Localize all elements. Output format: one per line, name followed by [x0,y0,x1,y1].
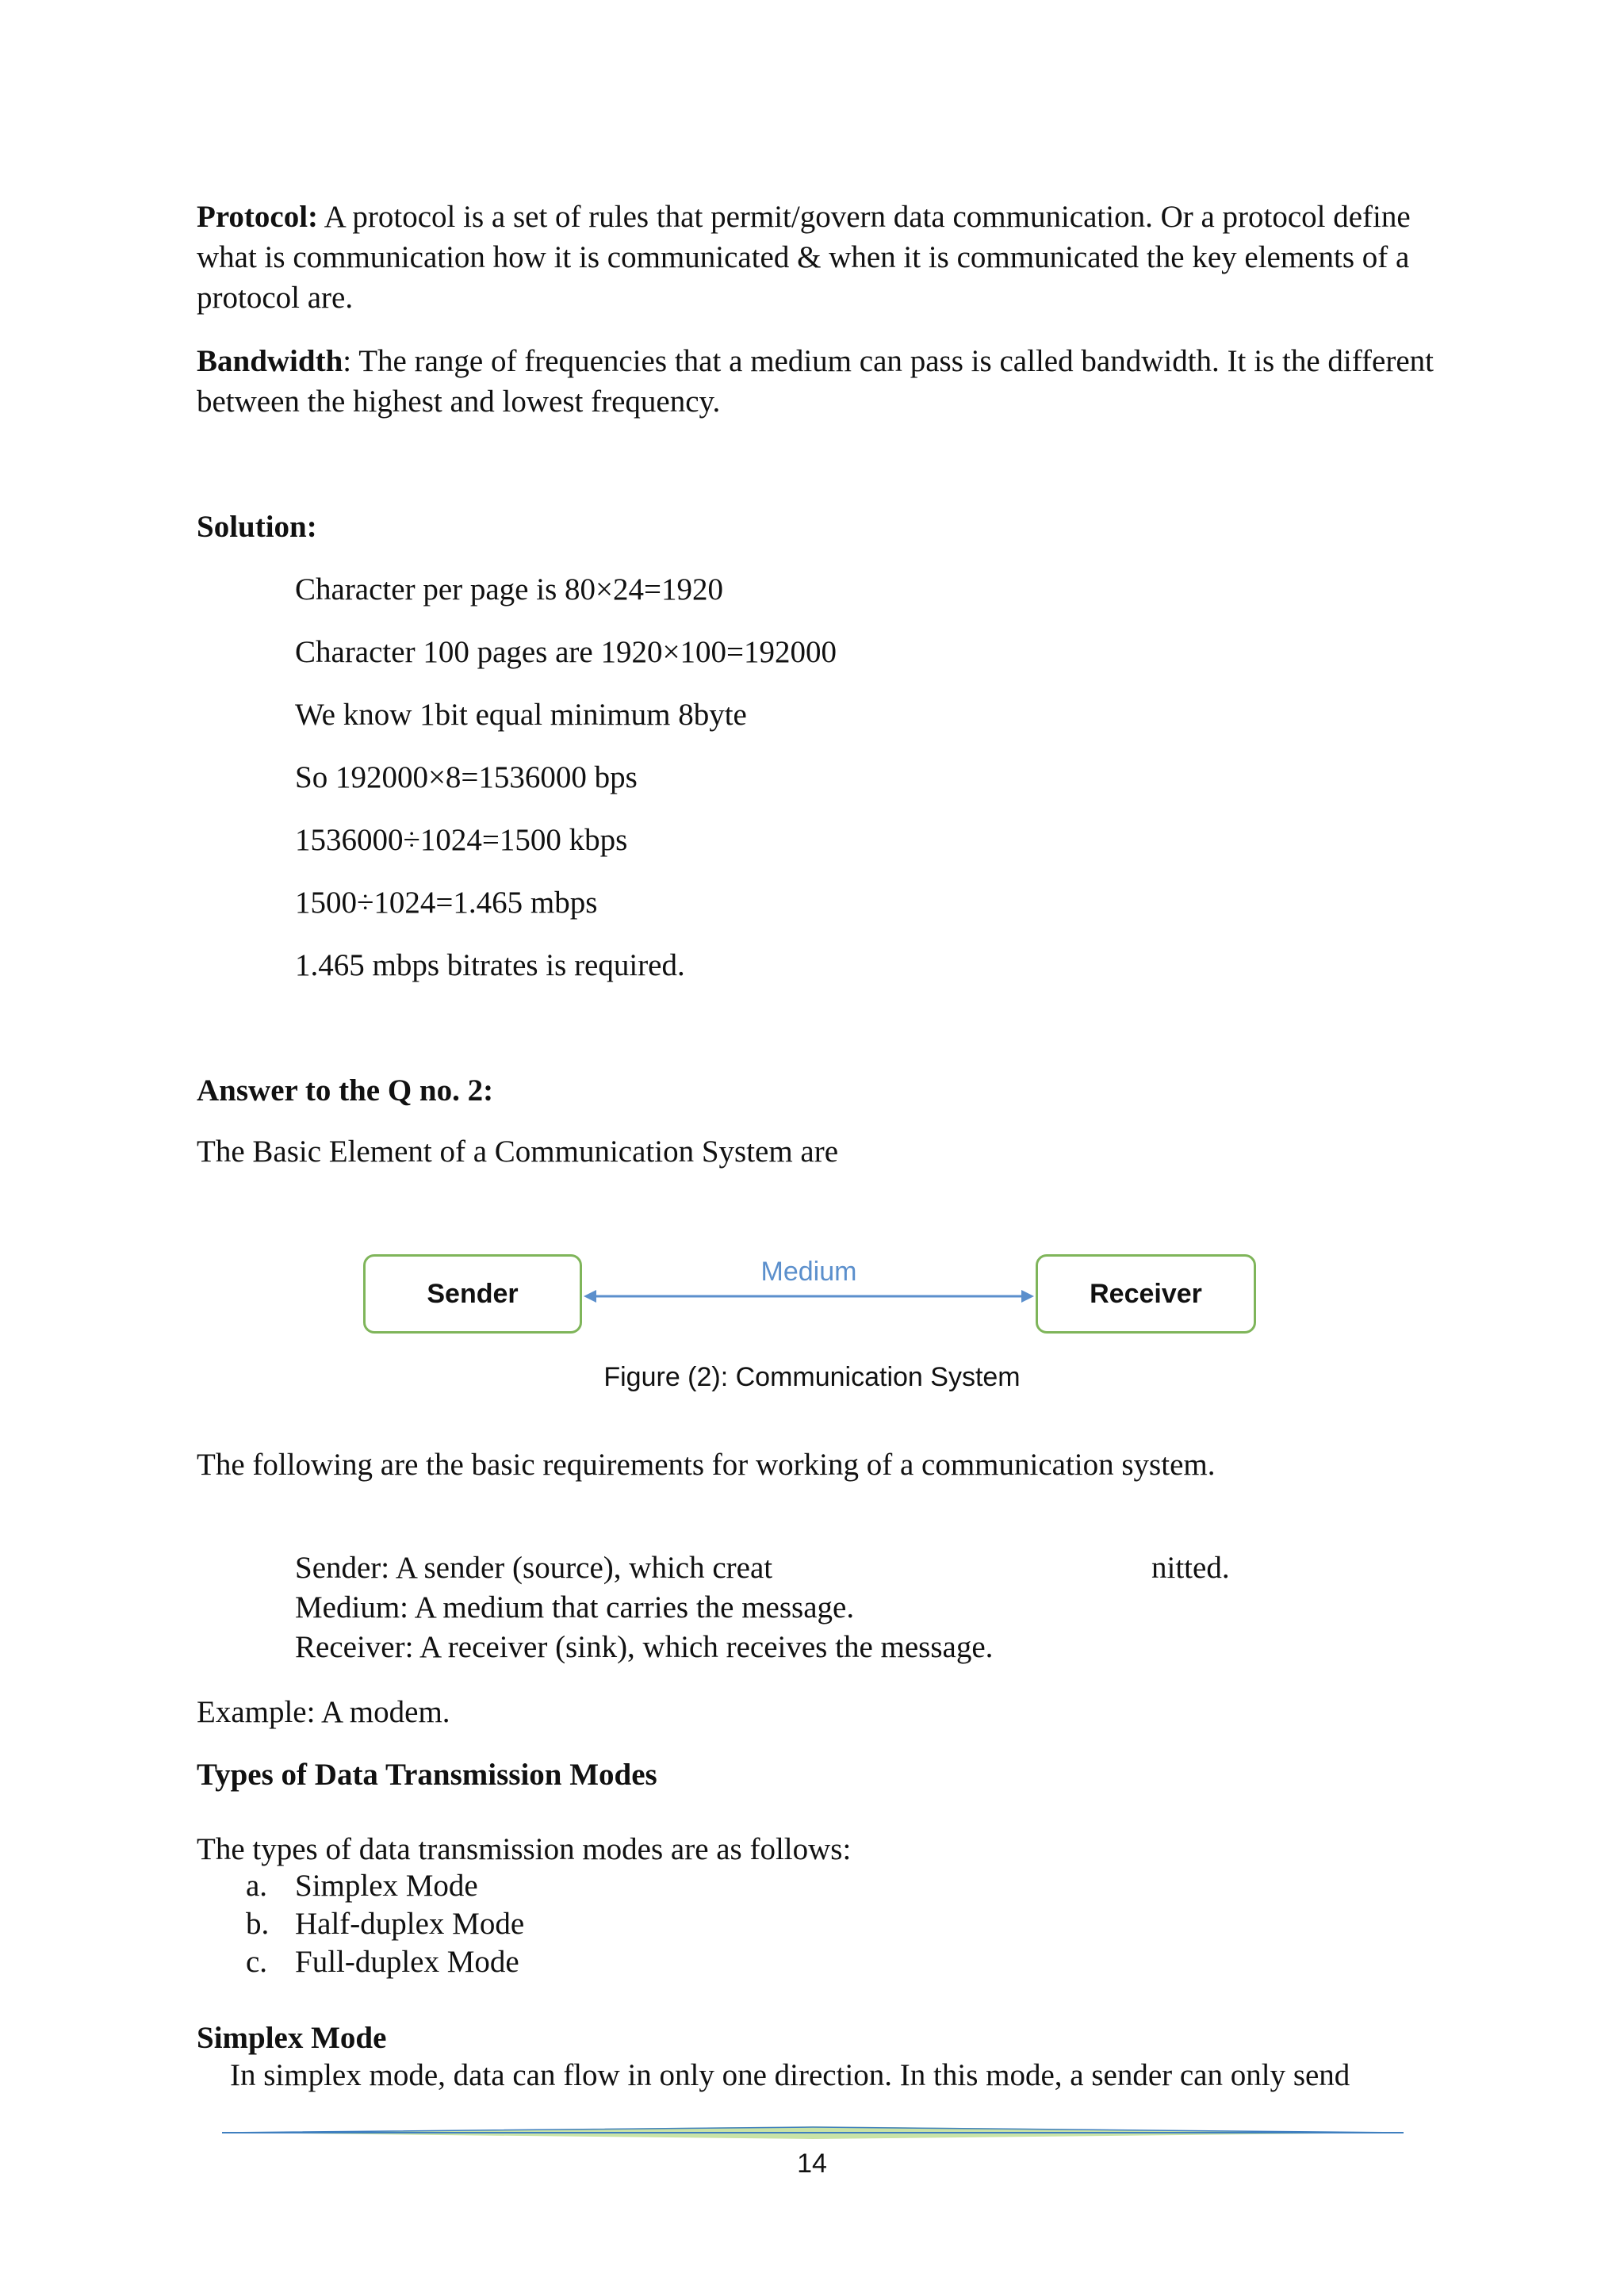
receiver-requirement: Receiver: A receiver (sink), which receives the message. [295,1630,994,1664]
list-label: Half-duplex Mode [295,1907,525,1941]
medium-arrow [582,1284,1036,1308]
simplex-text: In simplex mode, data can flow in only one direction. In this mode, a sender can only send [230,2058,1350,2092]
protocol-paragraph [197,197,1434,318]
bandwidth-definition: : The range of frequencies that a medium can pass is called bandwidth. It is the different between the highest and lowest frequency. [197,344,1434,419]
solution-line: Character per page is 80×24=1920 [295,572,723,607]
list-item [0,1905,1624,1943]
medium-requirement: Medium: A medium that carries the message. [295,1590,855,1624]
modes-intro: The types of data transmission modes are as follows: [197,1832,852,1866]
requirements-intro: The following are the basic requirements for working of a communication system. [197,1448,1216,1482]
list-marker: b. [246,1907,270,1941]
solution-line: We know 1bit equal minimum 8byte [295,698,747,732]
modes-heading: Types of Data Transmission Modes [197,1758,657,1792]
solution-line: Character 100 pages are 1920×100=192000 [295,635,837,669]
solution-line: So 192000×8=1536000 bps [295,760,638,794]
solution-line: 1500÷1024=1.465 mbps [295,886,598,920]
list-label: Full-duplex Mode [295,1945,519,1979]
footer-divider [222,2125,1404,2141]
list-item [0,1867,1624,1905]
sender-node: Sender [363,1254,582,1334]
list-marker: a. [246,1869,268,1903]
sender-requirement: Sender: A sender (source), which creat [295,1551,773,1585]
solution-heading: Solution: [197,510,317,544]
list-label: Simplex Mode [295,1869,478,1903]
bandwidth-paragraph [197,341,1434,422]
protocol-definition: A protocol is a set of rules that permit/govern data communication. Or a protocol define what is communication how it is communicated & when it is communicated the key elements of a protocol are. [197,200,1411,315]
figure-caption: Figure (2): Communication System [603,1362,1021,1392]
protocol-term: Protocol: [197,200,319,234]
receiver-node: Receiver [1036,1254,1256,1334]
page-number: 14 [797,2149,827,2179]
answer-intro: The Basic Element of a Communication System are [197,1135,839,1169]
medium-label: Medium [760,1257,857,1287]
bandwidth-term: Bandwidth [197,344,343,378]
solution-line: 1.465 mbps bitrates is required. [295,948,685,982]
list-marker: c. [246,1945,268,1979]
list-item [0,1943,1624,1981]
sender-requirement-fragment: nitted. [1151,1551,1230,1585]
simplex-heading: Simplex Mode [197,2021,387,2055]
example-text: Example: A modem. [197,1695,450,1729]
answer-heading: Answer to the Q no. 2: [197,1073,494,1108]
solution-line: 1536000÷1024=1500 kbps [295,823,628,857]
